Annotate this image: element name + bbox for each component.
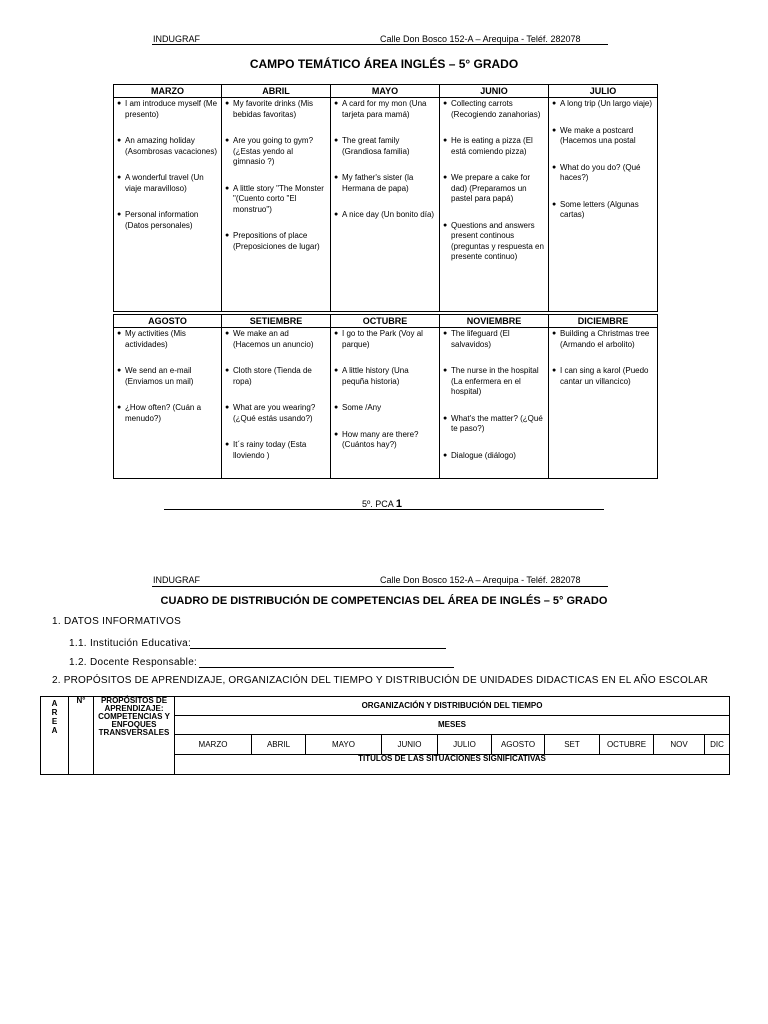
- month-header-octubre: OCTUBRE: [331, 315, 440, 328]
- bullet-icon: ●: [443, 451, 448, 459]
- bullet-icon: ●: [334, 404, 339, 411]
- month-topics-agosto: [114, 328, 222, 479]
- grid-month-octubre: OCTUBRE: [600, 735, 654, 755]
- bullet-icon: ●: [334, 367, 339, 374]
- topic-text: I go to the Park (Voy al parque): [342, 329, 423, 349]
- topic-text: ¿How often? (Cuán a menudo?): [125, 403, 202, 423]
- topic-item: [225, 403, 327, 424]
- bullet-icon: ●: [117, 174, 122, 181]
- topic-item: [443, 414, 545, 435]
- area-column: [41, 697, 69, 775]
- bullet-icon: ●: [552, 126, 557, 134]
- bullet-icon: ●: [225, 137, 230, 144]
- footer-page-number: 1: [395, 498, 402, 510]
- topic-text: I am introduce myself (Me presento): [125, 99, 218, 119]
- topic-text: An amazing holiday (Asombrosas vacaciones): [125, 136, 218, 156]
- topic-item: [225, 440, 327, 461]
- topic-text: Questions and answers present continous (preguntas y respuesta en presente continuo): [451, 220, 544, 261]
- bullet-icon: ●: [225, 367, 230, 374]
- bullet-icon: ●: [334, 174, 339, 181]
- bullet-icon: ●: [117, 367, 122, 374]
- topic-text: Building a Christmas tree (Armando el arbolito): [560, 329, 650, 349]
- topic-text: What's the matter? (¿Qué te paso?): [451, 413, 543, 433]
- month-header-setiembre: SETIEMBRE: [222, 315, 331, 328]
- bullet-icon: ●: [552, 367, 557, 374]
- month-header-marzo: MARZO: [114, 85, 222, 98]
- header-address: Calle Don Bosco 152-A – Arequipa - Teléf. 282078: [380, 34, 581, 44]
- months-group-header: MESES: [175, 716, 730, 735]
- topic-item: [552, 126, 654, 147]
- month-topics-mayo: [331, 98, 440, 312]
- topic-item: [334, 210, 436, 221]
- month-topics-diciembre: [549, 328, 658, 479]
- teacher-label: 1.2. Docente Responsable:: [69, 657, 198, 668]
- topic-item: [225, 366, 327, 387]
- bullet-icon: ●: [225, 100, 230, 107]
- topic-text: It´s rainy today (Esta lloviendo ): [233, 440, 307, 460]
- bullet-icon: ●: [117, 211, 122, 218]
- topic-text: A long trip (Un largo viaje): [560, 99, 653, 108]
- grid-month-marzo: MARZO: [175, 735, 252, 755]
- topic-text: The lifeguard (El salvavidos): [451, 329, 510, 349]
- grid-month-abril: ABRIL: [252, 735, 306, 755]
- month-header-mayo: MAYO: [331, 85, 440, 98]
- topic-text: Collecting carrots (Recogiendo zanahorias): [451, 99, 541, 119]
- bullet-icon: ●: [117, 404, 122, 411]
- topic-item: [443, 329, 545, 350]
- topic-text: What are you wearing? (¿Qué estás usando?): [233, 403, 316, 423]
- number-header: N°: [69, 697, 94, 775]
- topic-item: [225, 136, 327, 168]
- topic-text: Personal information (Datos personales): [125, 210, 199, 230]
- topic-text: We prepare a cake for dad) (Preparamos un pastel para papá): [451, 173, 531, 203]
- topic-text: The great family (Grandiosa familia): [342, 136, 410, 156]
- teacher-field[interactable]: [199, 667, 454, 668]
- bullet-icon: ●: [443, 414, 448, 422]
- topics-table-1: [113, 84, 658, 312]
- topic-text: My favorite drinks (Mis bebidas favoritas): [233, 99, 314, 119]
- bullet-icon: ●: [552, 330, 557, 337]
- topic-item: [117, 99, 218, 120]
- grid-month-nov: NOV: [654, 735, 705, 755]
- month-header-abril: ABRIL: [222, 85, 331, 98]
- topic-text: My father's sister (la Hermana de papa): [342, 173, 414, 193]
- topics-table-2: [113, 314, 658, 479]
- topic-item: [225, 184, 327, 216]
- topic-text: Dialogue (diálogo): [451, 450, 516, 460]
- topic-item: [117, 403, 218, 424]
- bullet-icon: ●: [443, 137, 448, 144]
- topic-item: [443, 136, 545, 157]
- bullet-icon: ●: [334, 137, 339, 144]
- area-letter: A: [51, 699, 58, 708]
- bullet-icon: ●: [117, 137, 122, 144]
- topic-text: How many are there? (Cuántos hay?): [342, 429, 419, 449]
- topic-text: We make an ad (Hacemos un anuncio): [233, 329, 314, 349]
- topic-item: [334, 366, 436, 387]
- month-topics-octubre: [331, 328, 440, 479]
- topic-item: [334, 99, 436, 120]
- topic-text: We make a postcard (Hacemos una postal: [560, 125, 636, 145]
- bullet-icon: ●: [117, 330, 122, 337]
- header-company: INDUGRAF: [153, 34, 200, 44]
- topic-item: [443, 99, 545, 120]
- topic-item: [443, 173, 545, 205]
- topic-item: [117, 366, 218, 387]
- bullet-icon: ●: [552, 200, 557, 208]
- topic-text: He is eating a pizza (El está comiendo pizza): [451, 136, 533, 156]
- month-header-agosto: AGOSTO: [114, 315, 222, 328]
- topic-text: A card for my mon (Una tarjeta para mamá): [342, 99, 427, 119]
- bullet-icon: ●: [552, 100, 557, 107]
- month-header-diciembre: DICIEMBRE: [549, 315, 658, 328]
- topic-item: [552, 200, 654, 221]
- purposes-header: PROPÓSITOS DE APRENDIZAJE: COMPETENCIAS Y ENFOQUES TRANSVERSALES: [94, 697, 175, 775]
- bullet-icon: ●: [334, 330, 339, 337]
- topic-item: [117, 136, 218, 157]
- topic-item: [443, 366, 545, 398]
- month-topics-julio: [549, 98, 658, 312]
- institution-label: 1.1. Institución Educativa:: [69, 638, 192, 649]
- grid-month-agosto: AGOSTO: [492, 735, 545, 755]
- topic-text: What do you do? (Qué haces?): [560, 162, 641, 182]
- topic-item: [443, 451, 545, 462]
- page-title: CAMPO TEMÁTICO ÁREA INGLÉS – 5° GRADO: [249, 57, 519, 71]
- topic-item: [117, 173, 218, 194]
- topic-item: [443, 221, 545, 263]
- bullet-icon: ●: [225, 404, 230, 411]
- topic-text: We send an e-mail (Enviamos un mail): [125, 366, 194, 386]
- area-letter: R: [51, 708, 58, 717]
- month-header-junio: JUNIO: [440, 85, 549, 98]
- bullet-icon: ●: [443, 367, 448, 374]
- bullet-icon: ●: [225, 330, 230, 337]
- situations-header: TITULOS DE LAS SITUACIONES SIGNIFICATIVAS: [175, 755, 730, 775]
- organization-header: ORGANIZACIÓN Y DISTRIBUCIÓN DEL TIEMPO: [175, 697, 730, 716]
- topic-item: [552, 329, 654, 350]
- grid-month-mayo: MAYO: [306, 735, 382, 755]
- topic-item: [334, 430, 436, 451]
- topic-item: [552, 163, 654, 184]
- bullet-icon: ●: [552, 163, 557, 171]
- bullet-icon: ●: [443, 221, 448, 229]
- bullet-icon: ●: [225, 184, 230, 192]
- month-topics-marzo: [114, 98, 222, 312]
- bullet-icon: ●: [334, 211, 339, 218]
- topic-item: [334, 136, 436, 157]
- topic-item: [552, 366, 654, 387]
- topic-text: I can sing a karol (Puedo cantar un villancico): [560, 366, 649, 386]
- topic-item: [225, 99, 327, 120]
- month-topics-noviembre: [440, 328, 549, 479]
- bullet-icon: ●: [334, 100, 339, 107]
- grid-month-julio: JULIO: [438, 735, 492, 755]
- topic-text: Some letters (Algunas cartas): [560, 199, 639, 219]
- topic-text: A little history (Una pequña historia): [342, 366, 409, 386]
- header-company-2: INDUGRAF: [153, 575, 200, 585]
- bullet-icon: ●: [225, 441, 230, 448]
- area-letter: E: [51, 717, 58, 726]
- month-topics-setiembre: [222, 328, 331, 479]
- topic-text: Prepositions of place (Preposiciones de lugar): [233, 231, 320, 251]
- topic-item: [225, 329, 327, 350]
- topic-text: A little story "The Monster "(Cuento corto "El monstruo"): [233, 183, 324, 214]
- topic-text: A nice day (Un bonito día): [342, 210, 435, 219]
- distribution-grid: [40, 696, 730, 775]
- bullet-icon: ●: [443, 100, 448, 107]
- topic-item: [334, 403, 436, 414]
- topic-item: [334, 329, 436, 350]
- topic-text: My activities (Mis actividades): [125, 329, 186, 349]
- bullet-icon: ●: [443, 174, 448, 181]
- month-topics-junio: [440, 98, 549, 312]
- distribution-title: CUADRO DE DISTRIBUCIÓN DE COMPETENCIAS DEL ÁREA DE INGLÉS – 5° GRADO: [160, 595, 608, 607]
- bullet-icon: ●: [225, 232, 230, 239]
- header-divider-2: [152, 586, 608, 587]
- month-header-julio: JULIO: [549, 85, 658, 98]
- footer-label: 5º. PCA: [362, 499, 394, 509]
- header-address-2: Calle Don Bosco 152-A – Arequipa - Teléf. 282078: [380, 575, 581, 585]
- section-propositos: 2. PROPÓSITOS DE APRENDIZAJE, ORGANIZACIÓN DEL TIEMPO Y DISTRIBUCIÓN DE UNIDADES DIDACTICAS EN EL AÑO ESCOLAR: [52, 675, 709, 686]
- grid-month-junio: JUNIO: [382, 735, 438, 755]
- section-datos: 1. DATOS INFORMATIVOS: [52, 616, 182, 627]
- grid-month-dic: DIC: [705, 735, 730, 755]
- header-divider: [152, 44, 608, 45]
- month-topics-abril: [222, 98, 331, 312]
- institution-field[interactable]: [190, 648, 446, 649]
- topic-text: A wonderful travel (Un viaje maravilloso): [125, 173, 204, 193]
- month-header-noviembre: NOVIEMBRE: [440, 315, 549, 328]
- page-footer: [362, 498, 402, 510]
- topic-text: Some /Any: [342, 403, 382, 412]
- grid-month-set: SET: [545, 735, 600, 755]
- topic-text: Are you going to gym? (¿Estas yendo al gimnasio ?): [233, 136, 314, 166]
- topic-item: [552, 99, 654, 110]
- topic-item: [225, 231, 327, 252]
- bullet-icon: ●: [334, 430, 339, 438]
- topic-item: [117, 210, 218, 231]
- area-letter: A: [51, 726, 58, 735]
- bullet-icon: ●: [117, 100, 122, 107]
- topic-item: [334, 173, 436, 194]
- topic-text: Cloth store (Tienda de ropa): [233, 366, 312, 386]
- topic-text: The nurse in the hospital (La enfermera en el hospital): [451, 366, 539, 396]
- bullet-icon: ●: [443, 330, 448, 337]
- topic-item: [117, 329, 218, 350]
